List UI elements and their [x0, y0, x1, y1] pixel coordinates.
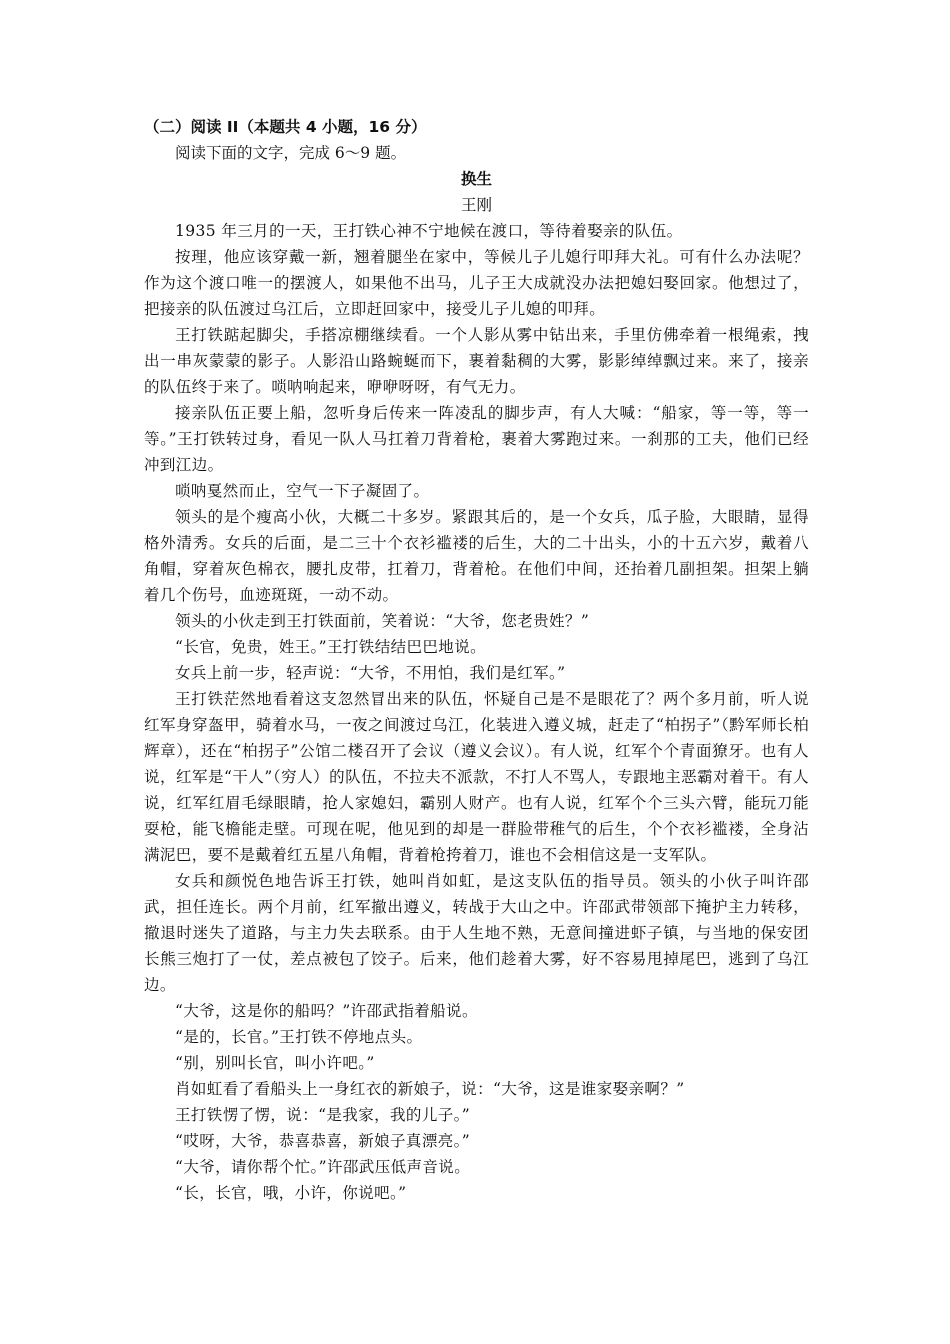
paragraph: “别，别叫长官，叫小许吧。”	[175, 1054, 375, 1072]
paragraph: 按理，他应该穿戴一新，翘着腿坐在家中，等候儿子儿媳行叩拜大礼。可有什么办法呢？作为这个渡口唯一的摆渡人，如果他不出马，儿子王大成就没办法把媳妇娶回家。他想过了，把接亲的队伍渡过乌江后，立即赶回家中，接受儿子儿媳的叩拜。	[144, 248, 809, 318]
section-heading: （二）阅读 II（本题共 4 小题，16 分）	[144, 118, 427, 136]
paragraph: 女兵和颜悦色地告诉王打铁，她叫肖如虹，是这支队伍的指导员。领头的小伙子叫许邵武，担任连长。两个月前，红军撤出遵义，转战于大山之中。许邵武带领部下掩护主力转移，撤退时迷失了道路，与主力失去联系。由于人生地不熟，无意间撞进虾子镇，与当地的保安团长熊三炮打了一仗，差点被包了饺子。后来，他们趁着大雾，好不容易甩掉尾巴，逃到了乌江边。	[144, 872, 809, 994]
paragraph: “长官，免贵，姓王。”王打铁结结巴巴地说。	[175, 638, 486, 656]
paragraph: 领头的是个瘦高小伙，大概二十多岁。紧跟其后的，是一个女兵，瓜子脸，大眼睛，显得格外清秀。女兵的后面，是二三十个衣衫褴褛的后生，大的二十出头，小的十五六岁，戴着八角帽，穿着灰色棉衣，腰扎皮带，扛着刀，背着枪。在他们中间，还抬着几副担架。担架上躺着几个伤号，血迹斑斑，一动不动。	[144, 508, 809, 604]
story-title: 换生	[460, 170, 492, 188]
paragraph: 王打铁愣了愣，说：“是我家，我的儿子。”	[175, 1106, 471, 1124]
story-author: 王刚	[460, 196, 492, 214]
paragraph: 肖如虹看了看船头上一身红衣的新娘子，说：“大爷，这是谁家娶亲啊？”	[175, 1080, 685, 1098]
paragraph: 王打铁茫然地看着这支忽然冒出来的队伍，怀疑自己是不是眼花了？两个多月前，听人说红军身穿盔甲，骑着水马，一夜之间渡过乌江，化装进入遵义城，赶走了“柏拐子”（黔军师长柏辉章），还在“柏拐子”公馆二楼召开了会议（遵义会议）。有人说，红军个个青面獠牙。也有人说，红军是“干人”（穷人）的队伍，不拉夫不派款，不打人不骂人，专跟地主恶霸对着干。有人说，红军红眉毛绿眼睛，抢人家媳妇，霸别人财产。也有人说，红军个个三头六臂，能玩刀能耍枪，能飞檐能走壁。可现在呢，他见到的却是一群脸带稚气的后生，个个衣衫褴褛，全身沾满泥巴，要不是戴着红五星八角帽，背着枪挎着刀，谁也不会相信这是一支军队。	[144, 690, 809, 864]
paragraph: 女兵上前一步，轻声说：“大爷，不用怕，我们是红军。”	[175, 664, 566, 682]
paragraph: 1935 年三月的一天，王打铁心神不宁地候在渡口，等待着娶亲的队伍。	[175, 222, 683, 240]
paragraph: 接亲队伍正要上船，忽听身后传来一阵凌乱的脚步声，有人大喊：“船家，等一等，等一等。”王打铁转过身，看见一队人马扛着刀背着枪，裹着大雾跑过来。一刹那的工夫，他们已经冲到江边。	[144, 404, 809, 474]
paragraph: “哎呀，大爷，恭喜恭喜，新娘子真漂亮。”	[175, 1132, 471, 1150]
paragraph: 领头的小伙走到王打铁面前，笑着说：“大爷，您老贵姓？”	[175, 612, 590, 630]
paragraph: “长，长官，哦，小许，你说吧。”	[175, 1184, 407, 1202]
paragraph: 唢呐戛然而止，空气一下子凝固了。	[175, 482, 430, 500]
paragraph: “大爷，这是你的船吗？”许邵武指着船说。	[175, 1002, 478, 1020]
paragraph: “是的，长官。”王打铁不停地点头。	[175, 1028, 423, 1046]
paragraph: “大爷，请你帮个忙。”许邵武压低声音说。	[175, 1158, 471, 1176]
paragraph: 王打铁踮起脚尖，手搭凉棚继续看。一个人影从雾中钻出来，手里仿佛牵着一根绳索，拽出一串灰蒙蒙的影子。人影沿山路蜿蜒而下，裹着黏稠的大雾，影影绰绰飘过来。来了，接亲的队伍终于来了。唢呐响起来，咿咿呀呀，有气无力。	[144, 326, 809, 396]
instruction-text: 阅读下面的文字，完成 6～9 题。	[175, 144, 407, 162]
document-page	[144, 114, 809, 1206]
